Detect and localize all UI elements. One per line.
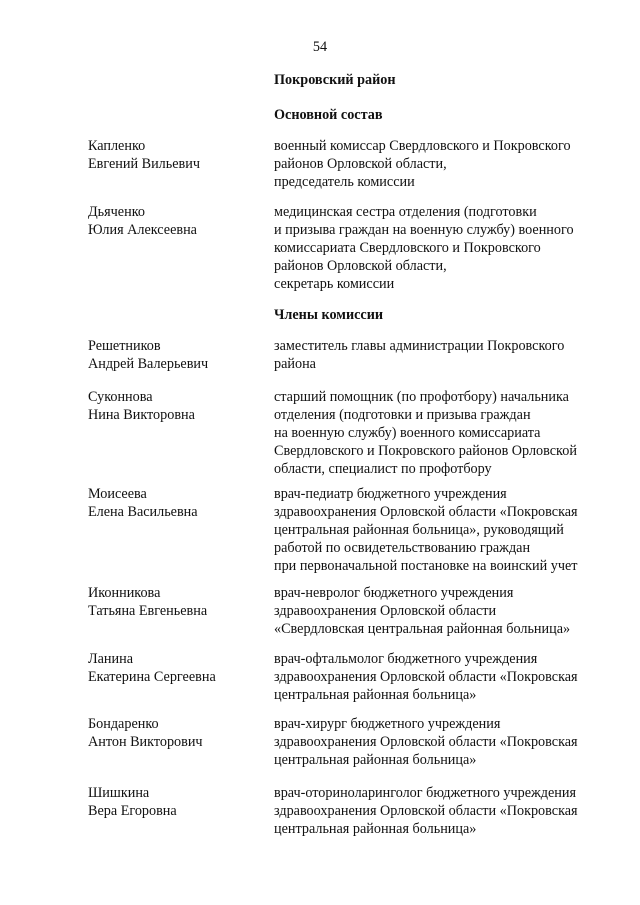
person-name: Суконнова Нина Викторовна [88,389,195,423]
person-name: Капленко Евгений Вильевич [88,138,200,172]
person-role: военный комиссар Свердловского и Покровского районов Орловской области, председатель комиссии [274,138,571,190]
person-role: врач-педиатр бюджетного учреждения здравоохранения Орловской области «Покровская центральная районная больница», руководящий работой по освидетельствованию граждан при первоначальной постановке на воинский учет [274,486,578,574]
main-section-title: Основной состав [274,107,383,123]
person-role: врач-невролог бюджетного учреждения здравоохранения Орловской области «Свердловская центральная районная больница» [274,585,571,637]
person-name: Бондаренко Антон Викторович [88,716,203,750]
person-role: заместитель главы администрации Покровского района [274,338,565,372]
person-name: Ланина Екатерина Сергеевна [88,651,216,685]
person-name: Шишкина Вера Егоровна [88,785,177,819]
person-name: Моисеева Елена Васильевна [88,486,198,520]
person-role: врач-офтальмолог бюджетного учреждения здравоохранения Орловской области «Покровская центральная районная больница» [274,651,578,703]
page-number: 54 [312,39,328,55]
person-name: Решетников Андрей Валерьевич [88,338,209,372]
person-name: Дьяченко Юлия Алексеевна [88,204,197,238]
person-role: старший помощник (по профотбору) начальника отделения (подготовки и призыва граждан на военную службу) военного комиссариата Свердловского и Покровского районов Орловской области, специалист по профотбору [274,389,577,477]
person-role: медицинская сестра отделения (подготовки и призыва граждан на военную службу) военного комиссариата Свердловского и Покровского районов Орловской области, секретарь комиссии [274,204,574,292]
members-section-title: Члены комиссии [274,307,384,323]
person-role: врач-хирург бюджетного учреждения здравоохранения Орловской области «Покровская центральная районная больница» [274,716,578,768]
person-role: врач-оториноларинголог бюджетного учреждения здравоохранения Орловской области «Покровская центральная районная больница» [274,785,578,837]
district-title: Покровский район [274,72,396,88]
person-name: Иконникова Татьяна Евгеньевна [88,585,208,619]
